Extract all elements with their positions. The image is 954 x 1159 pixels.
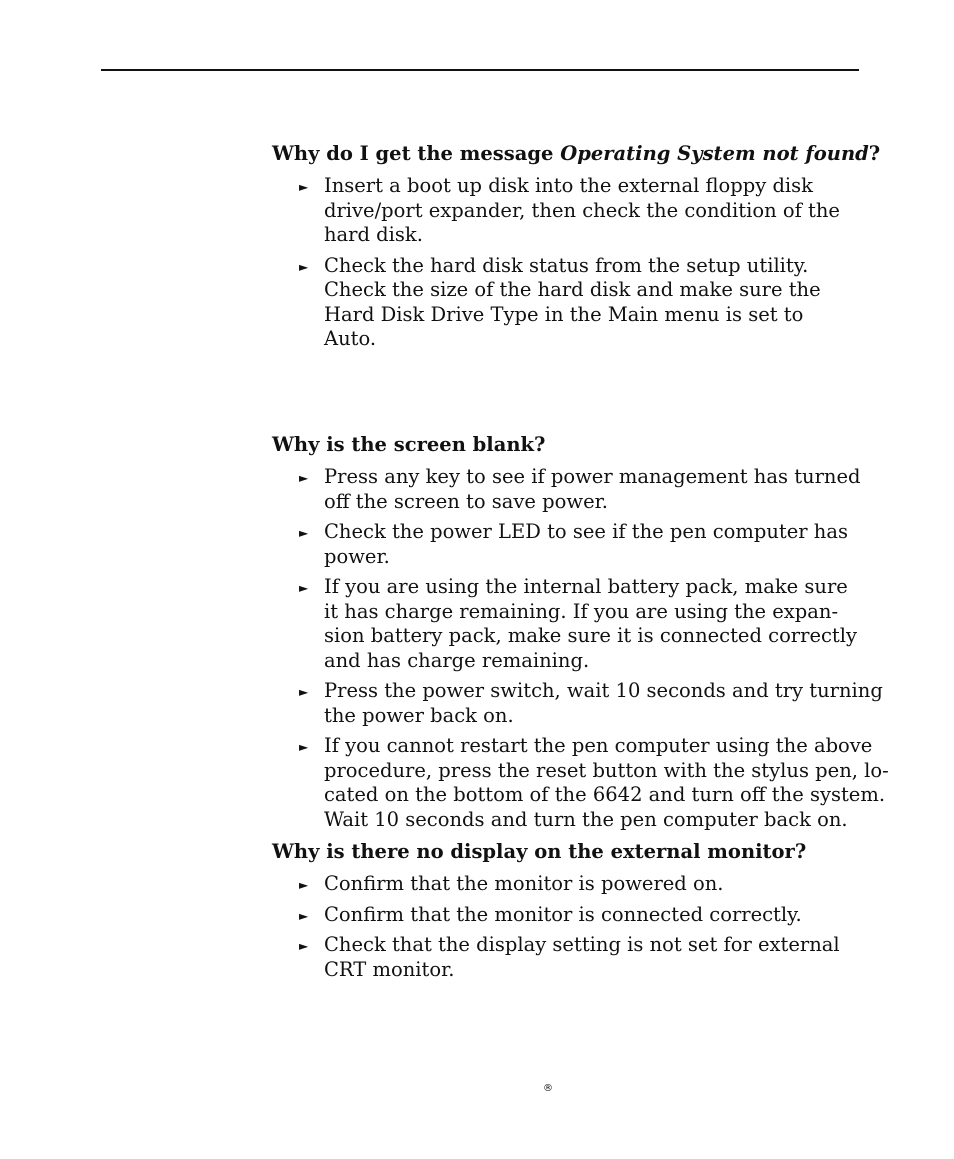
list-item	[272, 903, 872, 928]
item-line: Check the power LED to see if the pen computer has	[324, 520, 848, 543]
item-line: Press the power switch, wait 10 seconds and try turning	[324, 679, 883, 702]
list-item	[272, 933, 872, 982]
item-line: Confirm that the monitor is connected correctly.	[324, 902, 802, 926]
list-item	[272, 734, 889, 832]
question-suffix: ?	[868, 142, 881, 165]
bullet-icon: ►	[299, 908, 309, 923]
question-heading	[272, 141, 881, 166]
faq-no-external-display	[272, 839, 872, 988]
bullet-icon: ►	[299, 878, 309, 892]
item-line: Check the size of the hard disk and make sure the	[324, 278, 821, 301]
faq-screen-blank	[272, 432, 889, 838]
list-item	[272, 465, 872, 514]
item-line: If you are using the internal battery pack, make sure	[324, 575, 848, 598]
item-line: drive/port expander, then check the condition of the	[324, 198, 840, 222]
bullet-icon: ►	[299, 180, 309, 194]
bullet-icon: ►	[299, 740, 309, 754]
item-line: off the screen to save power.	[324, 489, 609, 513]
item-line: Press any key to see if power management has turned	[324, 465, 861, 488]
item-line: Confirm that the monitor is powered on.	[324, 872, 724, 895]
item-line: it has charge remaining. If you are using the expan-	[324, 599, 839, 623]
bullet-icon: ►	[299, 471, 309, 485]
bullet-icon: ►	[299, 581, 309, 595]
list-item	[272, 254, 872, 352]
question-emphasis: Operating System not found	[560, 142, 869, 165]
bullet-icon: ►	[299, 259, 309, 274]
item-line: procedure, press the reset button with the stylus pen, lo-	[324, 758, 889, 782]
question-heading: Why is there no display on the external monitor?	[272, 840, 807, 863]
item-line: Check the hard disk status from the setup utility.	[324, 253, 809, 277]
item-line: Hard Disk Drive Type in the Main menu is set to	[324, 302, 804, 326]
item-line: Auto.	[324, 327, 377, 350]
item-line: sion battery pack, make sure it is connected correctly	[324, 624, 858, 647]
list-item	[272, 575, 872, 673]
list-item	[272, 520, 872, 569]
list-item	[272, 679, 883, 728]
bullet-icon: ►	[299, 526, 309, 540]
item-line: cated on the bottom of the 6642 and turn off the system.	[324, 783, 886, 806]
question-text: Why do I get the message	[272, 142, 561, 165]
item-line: If you cannot restart the pen computer using the above	[324, 734, 873, 757]
bullet-icon: ►	[299, 685, 309, 699]
item-line: CRT monitor.	[324, 957, 455, 981]
question-heading: Why is the screen blank?	[272, 433, 546, 456]
item-line: Wait 10 seconds and turn the pen computer back on.	[324, 807, 848, 831]
item-line: and has charge remaining.	[324, 648, 590, 672]
list-item	[272, 174, 872, 248]
list-item	[272, 872, 872, 897]
item-line: hard disk.	[324, 223, 423, 246]
registered-mark: ®	[543, 1083, 553, 1094]
item-line: power.	[324, 544, 390, 568]
item-line: Insert a boot up disk into the external floppy disk	[324, 174, 813, 197]
item-line: the power back on.	[324, 703, 514, 727]
top-rule	[101, 69, 859, 71]
faq-os-not-found	[272, 141, 881, 358]
item-line: Check that the display setting is not set for external	[324, 933, 840, 956]
bullet-icon: ►	[299, 939, 309, 953]
